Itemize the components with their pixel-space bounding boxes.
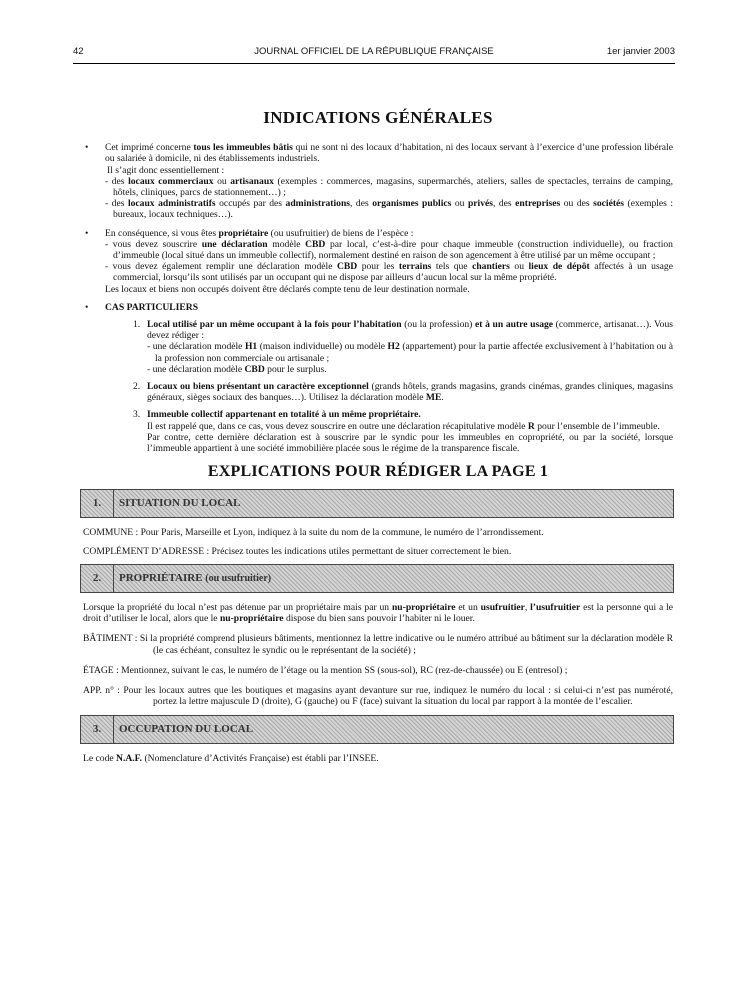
section-title-explications: EXPLICATIONS POUR RÉDIGER LA PAGE 1 — [207, 463, 549, 481]
bullet-scope — [83, 142, 673, 220]
scope-item-administrative: - des locaux administratifs occupés par des administrations, des organismes publics ou privés, des entreprises ou des sociétés (exemples : bureaux, locaux techniques…). — [105, 198, 674, 221]
batiment-instruction: BÂTIMENT : Si la propriété comprend plusieurs bâtiments, mentionnez la lettre indicative ou le numéro attribué au bâtiment sur la déclaration modèle R (le cas échéant, consultez le syndic ou le représentant de la société) ; — [83, 633, 673, 656]
bullet-icon: • — [85, 227, 89, 239]
header-rule — [73, 63, 675, 64]
bullet-scope-text: Cet imprimé concerne tous les immeubles bâtis qui ne sont ni des locaux d’habitation, ni des locaux servant à l’exercice d’une profession libérale ou salariée à domicile, ni des établissements industriels. — [105, 142, 673, 165]
bullet-special-cases — [83, 302, 673, 454]
bullet-icon: • — [85, 301, 89, 313]
obligation-item-cbd: - vous devez souscrire une déclaration modèle CBD par local, c’est-à-dire pour chaque immeuble (construction individuelle), ou fraction d’immeuble (local situé dans un immeuble collectif), normalement destiné en raison de son agencement à être utilisé par un même occupant ; — [105, 238, 673, 262]
journal-title: JOURNAL OFFICIEL DE LA RÉPUBLIQUE FRANÇAISE — [254, 46, 494, 57]
section-band-occupation: 3. OCCUPATION DU LOCAL — [80, 715, 674, 744]
item-number: 3. — [133, 409, 141, 421]
special-case-1-h: - une déclaration modèle H1 (maison individuelle) ou modèle H2 (appartement) pour la partie affectée exclusivement à l’habitation ou à la profession non commerciale ou artisanale ; — [147, 341, 673, 364]
bullet-obligations — [83, 228, 673, 295]
naf-instruction: Le code N.A.F. (Nomenclature d’Activités Française) est établi par l’INSEE. — [83, 753, 379, 765]
complement-instruction: COMPLÉMENT D’ADRESSE : Précisez toutes les indications utiles permettant de situer correctement le bien. — [83, 545, 512, 557]
special-case-2: 2. Locaux ou biens présentant un caractère exceptionnel (grands hôtels, grands magasins, grands cinémas, grandes cliniques, magasins généraux, sièges sociaux des banques…). Utilisez la déclaration modèle ME. — [133, 381, 673, 404]
page-header — [73, 46, 675, 60]
obligation-note: Les locaux et biens non occupés doivent être déclarés compte tenu de leur destination normale. — [105, 283, 470, 295]
app-instruction: APP. n° : Pour les locaux autres que les boutiques et magasins ayant devanture sur rue, indiquez le numéro du local : si celui-ci n’est pas numéroté, portez la lettre majuscule D (droite), G (gauche) ou F (face) suivant la situation du local par rapport à la montée de l’escalier. — [83, 684, 673, 708]
bullet-scope-intro: Il s’agit donc essentiellement : — [107, 164, 225, 176]
special-case-3: 3. Immeuble collectif appartenant en totalité à un même propriétaire. Il est rappelé que, dans ce cas, vous devez souscrire en outre une déclaration récapitulative modèle R pour l’ensemble de l’immeuble. Par contre, cette dernière déclaration est à souscrire par le syndic pour les immeubles en copropriété, ou par la société, lorsque l’immeuble appartient à une société immobilière placée sous le régime de la transparence fiscale. — [133, 409, 673, 455]
obligation-item-terrains: - vous devez également remplir une déclaration modèle CBD pour les terrains tels que chantiers ou lieux de dépôt affectés à un usage commercial, lorsqu’ils sont utilisés par un occupant qui ne dispose par ailleurs d’aucun local sur la même propriété. — [105, 261, 673, 284]
scope-item-commercial: - des locaux commerciaux ou artisanaux (exemples : commerces, magasins, supermarchés, ateliers, salles de spectacles, terrains de camping, hôtels, cliniques, parcs de stationnement…) ; — [105, 175, 673, 199]
item-number: 1. — [133, 319, 141, 331]
special-cases-title: CAS PARTICULIERS — [105, 301, 199, 313]
section-band-situation: 1. SITUATION DU LOCAL — [80, 489, 674, 518]
bullet-obligations-text: En conséquence, si vous êtes propriétaire (ou usufruitier) de biens de l’espèce : — [105, 227, 414, 239]
proprietaire-instruction: Lorsque la propriété du local n’est pas détenue par un propriétaire mais par un nu-propriétaire et un usufruitier, l’usufruitier est la personne qui a le droit d’utiliser le local, alors que le nu-propriétaire dispose du bien sans pouvoir l’habiter ni le louer. — [83, 601, 674, 625]
page-body — [83, 108, 674, 765]
special-case-1: 1. Local utilisé par un même occupant à la fois pour l’habitation (ou la profession) et à un autre usage (commerce, artisanat…). Vous devez rédiger : - une déclaration modèle H1 (maison individuelle) ou modèle H2 (appartement) pour la partie affectée exclusivement à l’habitation ou à la profession non commerciale ou artisanale ; - une déclaration modèle CBD pour le surplus. — [133, 319, 674, 375]
publication-date: 1er janvier 2003 — [606, 46, 675, 57]
special-case-1-cbd: - une déclaration modèle CBD pour le surplus. — [147, 363, 327, 375]
page-number: 42 — [73, 46, 84, 57]
commune-instruction: COMMUNE : Pour Paris, Marseille et Lyon, indiquez à la suite du nom de la commune, le numéro de l’arrondissement. — [83, 527, 544, 539]
item-number: 2. — [133, 381, 141, 393]
bullet-icon: • — [85, 142, 89, 154]
etage-instruction: ÉTAGE : Mentionnez, suivant le cas, le numéro de l’étage ou la mention SS (sous-sol), RC (rez-de-chaussée) ou E (entresol) ; — [83, 664, 568, 676]
section-band-proprietaire: 2. PROPRIÉTAIRE (ou usufruitier) — [80, 564, 674, 593]
section-title-indications: INDICATIONS GÉNÉRALES — [263, 108, 493, 127]
